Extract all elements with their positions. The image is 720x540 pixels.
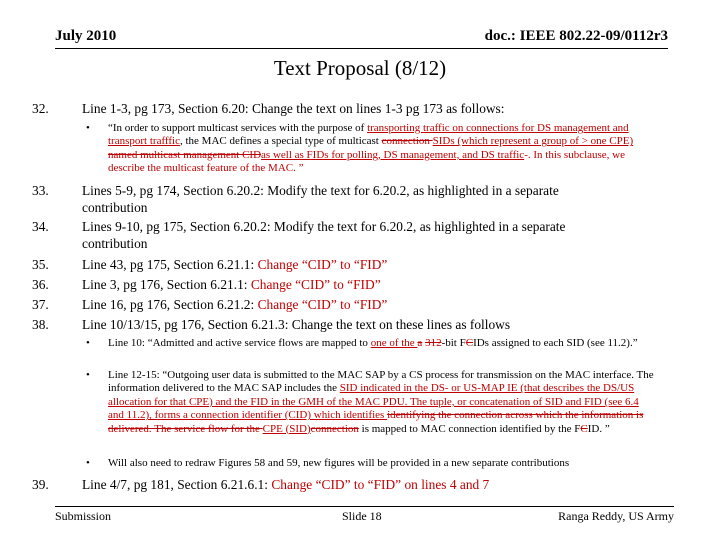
deleted-text: named multicast management CID (108, 148, 262, 161)
item-number: 38. (32, 317, 49, 332)
item-text (82, 476, 662, 493)
header-doc-id: doc.: IEEE 802.22-09/0112r3 (484, 28, 668, 44)
item-number: 33. (32, 183, 49, 198)
item-text (82, 296, 662, 313)
text-run: Line 3, pg 176, Section 6.21.1: (82, 277, 251, 292)
item-text (82, 182, 662, 216)
footer-left: Submission (55, 509, 112, 523)
highlighted-text: Change “CID” to “FID” (257, 257, 388, 272)
text-run: Line 43, pg 175, Section 6.21.1: (82, 257, 258, 272)
text-run: Line 12-15: “Outgoing user data is submitted to the MAC SAP by a CS process for transmission on the MAC interface. The information delivered to the MAC SAP includes the (108, 369, 654, 395)
item-number: 37. (32, 297, 49, 312)
item-text (82, 276, 662, 293)
bullet: • (86, 337, 90, 349)
deleted-text: connection (381, 135, 433, 148)
inserted-text: as well as FIDs for polling, DS management, and DS traffic (261, 148, 525, 161)
footer-slide-number: Slide 18 (342, 509, 382, 523)
item-number: 36. (32, 277, 49, 292)
deleted-text: connection (310, 422, 359, 435)
highlighted-text: Change “CID” to “FID” on lines 4 and 7 (271, 477, 490, 492)
bullet: • (86, 369, 90, 381)
item-text: Line 10/13/15, pg 176, Section 6.21.3: Change the text on these lines as follows (82, 317, 511, 332)
text-run: IDs assigned to each SID (see 11.2).” (473, 337, 638, 349)
bullet: • (86, 457, 90, 469)
inserted-text: SIDs (which represent a group of > one CPE) (432, 135, 634, 148)
deleted-text: 312 (425, 337, 442, 349)
item-text: Line 1-3, pg 173, Section 6.20: Change the text on lines 1-3 pg 173 as follows: (82, 101, 505, 116)
inserted-text: CPE (SID) (262, 422, 311, 435)
highlighted-text: Change “CID” to “FID” (250, 277, 381, 292)
text-run: Lines 9-10, pg 175, Section 6.20.2: Modify the text for 6.20.2, as highlighted in a separate (82, 219, 566, 234)
sub-item-text: Will also need to redraw Figures 58 and 59, new figures will be provided in a new separate contributions (108, 457, 570, 469)
inserted-text: transporting traffic on connections for DS management and transport trafffic (108, 122, 629, 148)
bullet: • (86, 122, 90, 134)
sub-item-text (108, 122, 656, 176)
text-run: “In order to support multicast services with the purpose of (108, 122, 368, 134)
deleted-text: C (580, 422, 588, 435)
inserted-text: SID indicated in the DS- or US-MAP IE (that describes the DS/US allocation for that CPE) and the FID in the GMH of the MAC PDU. The tuple, or concatenation of SID and FID (see 6.4 and 11.2), forms a connection identifier (CID) which identifies (108, 382, 639, 422)
deleted-text: identifying the connection across which the information is delivered. The service flow for the (108, 409, 644, 435)
text-run: Line 4/7, pg 181, Section 6.21.6.1: (82, 477, 272, 492)
text-run: -. In this subclause, we describe the multicast feature of the MAC. ” (108, 148, 625, 175)
text-run: Lines 5-9, pg 174, Section 6.20.2: Modify the text for 6.20.2, as highlighted in a separate (82, 183, 559, 198)
header-date: July 2010 (55, 28, 117, 44)
item-number: 34. (32, 219, 49, 234)
deleted-text: C (465, 337, 474, 349)
deleted-text: a (417, 337, 423, 349)
slide-title: Text Proposal (8/12) (273, 56, 447, 80)
footer-divider (55, 506, 674, 507)
text-run: Line 10: “Admitted and active service flows are mapped to (108, 337, 371, 349)
text-run: -bit F (441, 337, 466, 349)
header-divider (55, 48, 668, 49)
item-number: 35. (32, 257, 49, 272)
text-run: contribution (82, 200, 148, 215)
inserted-text: one of the (370, 337, 418, 349)
text-run: is mapped to MAC connection identified by the F (358, 422, 581, 435)
text-run: ID. ” (587, 422, 610, 435)
highlighted-text: Change “CID” to “FID” (257, 297, 388, 312)
item-text (82, 218, 662, 252)
text-run: contribution (82, 236, 148, 251)
footer-author: Ranga Reddy, US Army (558, 509, 674, 523)
item-number: 32. (32, 101, 49, 116)
sub-item-text (108, 337, 656, 350)
item-text (82, 256, 662, 273)
text-run: , the MAC defines a special type of multicast (179, 135, 382, 148)
sub-item-text (108, 369, 656, 436)
item-number: 39. (32, 477, 49, 492)
text-run: Line 16, pg 176, Section 6.21.2: (82, 297, 258, 312)
